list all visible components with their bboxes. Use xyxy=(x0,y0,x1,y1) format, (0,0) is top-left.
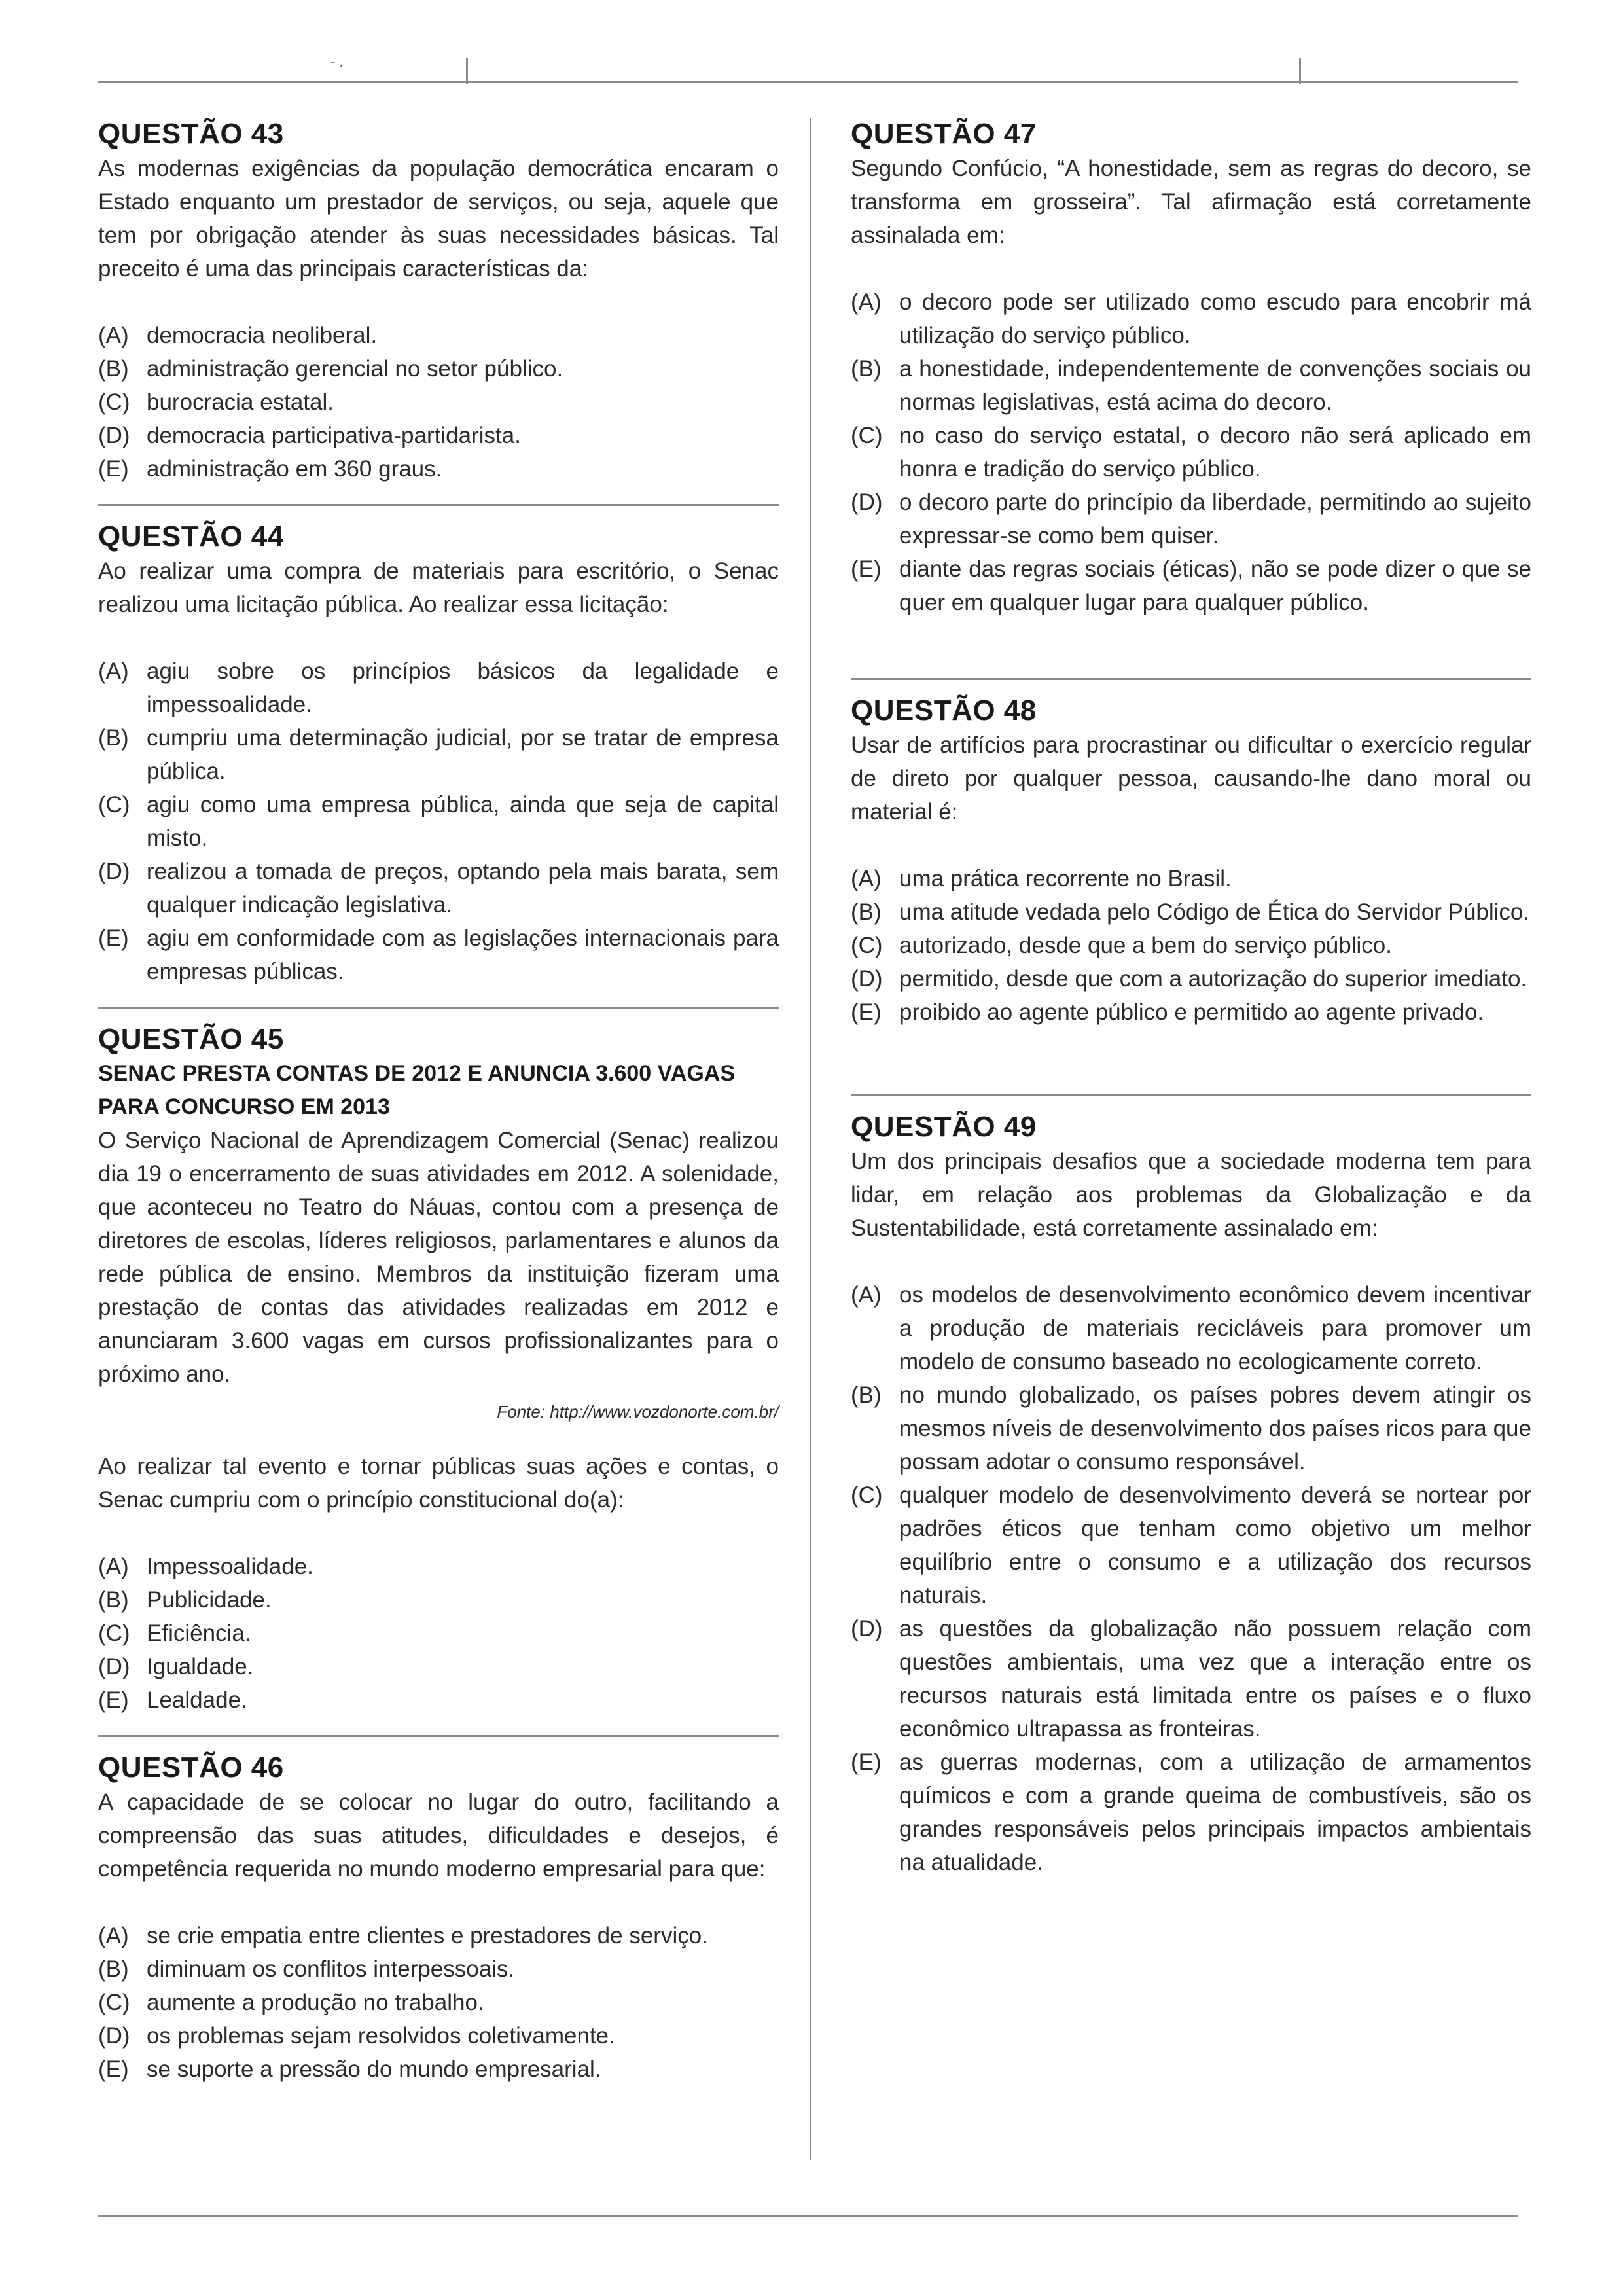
option-letter: (C) xyxy=(98,389,130,415)
option-e[interactable] xyxy=(98,452,779,486)
question-separator xyxy=(98,504,779,506)
option-letter: (C) xyxy=(98,1990,130,2015)
question-text: A capacidade de se colocar no lugar do outro, facilitando a compreensão das suas atitudes, dificuldades e desejos, é competência requerida no mundo moderno empresarial para que: xyxy=(98,1789,779,1882)
option-b[interactable] xyxy=(98,721,779,788)
option-letter: (E) xyxy=(98,1687,129,1713)
question-title: QUESTÃO 49 xyxy=(851,1111,1037,1143)
question-separator xyxy=(851,678,1531,680)
options-list xyxy=(851,1278,1531,1879)
option-letter: (C) xyxy=(851,933,883,958)
option-letter: (B) xyxy=(98,1587,129,1613)
question-separator xyxy=(851,1094,1531,1096)
header-rule xyxy=(98,81,1518,83)
question-text: Segundo Confúcio, “A honestidade, sem as regras do decoro, se transforma em grosseira”. Tal afirmação está corretamente assinalada em: xyxy=(851,156,1531,248)
options-list xyxy=(851,285,1531,619)
option-text: administração gerencial no setor público. xyxy=(147,356,563,382)
option-letter: (D) xyxy=(851,490,883,515)
question-text: Ao realizar tal evento e tornar públicas suas ações e contas, o Senac cumpriu com o princípio constitucional do(a): xyxy=(98,1454,779,1513)
header-tick-left xyxy=(466,58,468,84)
question-title: QUESTÃO 46 xyxy=(98,1751,284,1784)
option-text: diminuam os conflitos interpessoais. xyxy=(147,1956,515,1982)
option-c[interactable] xyxy=(98,1617,779,1650)
option-c[interactable] xyxy=(98,386,779,419)
article-source: Fonte: http://www.vozdonorte.com.br/ xyxy=(497,1402,779,1422)
option-text: diante das regras sociais (éticas), não se pode dizer o que se quer em qualquer lugar para qualquer público. xyxy=(899,556,1531,615)
option-text: o decoro pode ser utilizado como escudo para encobrir má utilização do serviço público. xyxy=(899,289,1531,348)
option-c[interactable] xyxy=(851,419,1531,486)
option-text: proibido ao agente público e permitido ao agente privado. xyxy=(899,999,1484,1025)
option-text: Eficiência. xyxy=(147,1621,251,1646)
option-a[interactable] xyxy=(98,1550,779,1583)
option-letter: (B) xyxy=(98,1956,129,1982)
option-text: Lealdade. xyxy=(147,1687,247,1713)
option-c[interactable] xyxy=(98,1986,779,2019)
option-letter: (A) xyxy=(851,866,882,891)
option-letter: (D) xyxy=(851,966,883,992)
options-list xyxy=(98,319,779,486)
option-b[interactable] xyxy=(851,895,1531,929)
option-text: cumpriu uma determinação judicial, por se tratar de empresa pública. xyxy=(147,725,779,784)
options-list xyxy=(851,862,1531,1029)
option-letter: (E) xyxy=(851,999,882,1025)
option-letter: (B) xyxy=(98,725,129,751)
question-title: QUESTÃO 44 xyxy=(98,520,284,552)
option-e[interactable] xyxy=(98,922,779,988)
option-text: democracia neoliberal. xyxy=(147,323,378,348)
option-letter: (B) xyxy=(851,1382,882,1408)
option-text: agiu como uma empresa pública, ainda que seja de capital misto. xyxy=(147,792,779,851)
option-a[interactable] xyxy=(851,1278,1531,1378)
option-letter: (E) xyxy=(98,456,129,482)
option-b[interactable] xyxy=(98,352,779,386)
question-title: QUESTÃO 48 xyxy=(851,694,1037,726)
article-text: O Serviço Nacional de Aprendizagem Comercial (Senac) realizou dia 19 o encerramento de suas atividades em 2012. A solenidade, que aconteceu no Teatro do Náuas, contou com a presença de diretores de escolas, líderes religiosos, parlamentares e alunos da rede pública de ensino. Membros da instituição fizeram uma prestação de contas das atividades realizadas em 2012 e anunciaram 3.600 vagas em cursos profissionalizantes para o próximo ano. xyxy=(98,1128,779,1387)
option-text: no caso do serviço estatal, o decoro não será aplicado em honra e tradição do serviço público. xyxy=(899,423,1531,482)
question-49 xyxy=(851,1109,1531,1879)
option-letter: (C) xyxy=(98,792,130,817)
option-letter: (C) xyxy=(98,1621,130,1646)
option-letter: (B) xyxy=(851,356,882,382)
option-a[interactable] xyxy=(851,862,1531,895)
option-d[interactable] xyxy=(98,2019,779,2053)
header-mark: - . xyxy=(330,54,344,70)
option-b[interactable] xyxy=(98,1952,779,1986)
options-list xyxy=(98,1919,779,2086)
option-text: agiu sobre os princípios básicos da legalidade e impessoalidade. xyxy=(147,658,779,717)
option-e[interactable] xyxy=(851,1746,1531,1879)
option-text: Impessoalidade. xyxy=(147,1554,313,1579)
option-d[interactable] xyxy=(98,1650,779,1683)
option-letter: (E) xyxy=(98,925,129,951)
option-text: a honestidade, independentemente de convenções sociais ou normas legislativas, está acima do decoro. xyxy=(899,356,1531,415)
question-46 xyxy=(98,1750,779,2086)
question-text: As modernas exigências da população democrática encaram o Estado enquanto um prestador de serviços, ou seja, aquele que tem por obrigação atender às suas necessidades básicas. Tal preceito é uma das principais características da: xyxy=(98,156,779,281)
option-d[interactable] xyxy=(851,962,1531,996)
question-48 xyxy=(851,693,1531,1029)
option-text: burocracia estatal. xyxy=(147,389,334,415)
option-letter: (E) xyxy=(851,556,882,582)
option-e[interactable] xyxy=(98,2053,779,2086)
question-47 xyxy=(851,117,1531,619)
option-letter: (E) xyxy=(851,1749,882,1775)
option-c[interactable] xyxy=(851,1479,1531,1612)
option-letter: (E) xyxy=(98,2056,129,2082)
option-e[interactable] xyxy=(851,552,1531,619)
option-a[interactable] xyxy=(851,285,1531,352)
option-letter: (A) xyxy=(98,1923,129,1948)
option-text: as questões da globalização não possuem relação com questões ambientais, uma vez que a interação entre os recursos naturais está limitada entre os países e o fluxo econômico ultrapassa as fronteiras. xyxy=(899,1616,1531,1742)
question-separator xyxy=(98,1735,779,1737)
option-b[interactable] xyxy=(98,1583,779,1617)
option-letter: (A) xyxy=(851,1282,882,1308)
option-b[interactable] xyxy=(851,1378,1531,1479)
option-letter: (C) xyxy=(851,423,883,448)
options-list xyxy=(98,1550,779,1717)
option-d[interactable] xyxy=(851,486,1531,552)
question-45 xyxy=(98,1022,779,1717)
question-43 xyxy=(98,117,779,486)
option-text: no mundo globalizado, os países pobres devem atingir os mesmos níveis de desenvolvimento dos países ricos para que possam adotar o consumo responsável. xyxy=(899,1382,1531,1475)
option-letter: (A) xyxy=(98,1554,129,1579)
option-letter: (D) xyxy=(851,1616,883,1641)
option-c[interactable] xyxy=(851,929,1531,962)
option-text: os problemas sejam resolvidos coletivamente. xyxy=(147,2023,615,2049)
option-text: permitido, desde que com a autorização do superior imediato. xyxy=(899,966,1527,992)
question-44 xyxy=(98,519,779,988)
option-text: se suporte a pressão do mundo empresarial. xyxy=(147,2056,601,2082)
option-letter: (D) xyxy=(98,859,130,884)
option-text: administração em 360 graus. xyxy=(147,456,442,482)
option-letter: (A) xyxy=(98,658,129,684)
option-text: agiu em conformidade com as legislações internacionais para empresas públicas. xyxy=(147,925,779,984)
option-text: aumente a produção no trabalho. xyxy=(147,1990,484,2015)
question-title: QUESTÃO 45 xyxy=(98,1023,284,1055)
option-letter: (B) xyxy=(851,899,882,925)
option-text: realizou a tomada de preços, optando pela mais barata, sem qualquer indicação legislativa. xyxy=(147,859,779,918)
left-column xyxy=(98,117,779,2086)
option-c[interactable] xyxy=(98,788,779,855)
header-tick-right xyxy=(1299,58,1301,84)
question-text: Usar de artifícios para procrastinar ou dificultar o exercício regular de direto por qualquer pessoa, causando-lhe dano moral ou material é: xyxy=(851,732,1531,825)
right-column xyxy=(851,117,1531,1879)
option-letter: (A) xyxy=(98,323,129,348)
options-list xyxy=(98,655,779,988)
option-text: se crie empatia entre clientes e prestadores de serviço. xyxy=(147,1923,708,1948)
option-d[interactable] xyxy=(98,855,779,922)
option-letter: (D) xyxy=(98,1654,130,1679)
column-divider xyxy=(810,118,812,2160)
option-text: uma prática recorrente no Brasil. xyxy=(899,866,1232,891)
question-text: Um dos principais desafios que a sociedade moderna tem para lidar, em relação aos problemas da Globalização e da Sustentabilidade, está corretamente assinalado em: xyxy=(851,1149,1531,1241)
option-text: os modelos de desenvolvimento econômico devem incentivar a produção de materiais recicláveis para promover um modelo de consumo baseado no ecologicamente correto. xyxy=(899,1282,1531,1374)
question-title: QUESTÃO 43 xyxy=(98,118,284,150)
option-e[interactable] xyxy=(851,996,1531,1029)
option-a[interactable] xyxy=(98,1919,779,1952)
option-text: Igualdade. xyxy=(147,1654,254,1679)
option-text: uma atitude vedada pelo Código de Ética do Servidor Público. xyxy=(899,899,1530,925)
option-a[interactable] xyxy=(98,319,779,352)
option-text: o decoro parte do princípio da liberdade, permitindo ao sujeito expressar-se como bem quiser. xyxy=(899,490,1531,548)
option-letter: (D) xyxy=(98,423,130,448)
option-d[interactable] xyxy=(98,419,779,452)
option-text: as guerras modernas, com a utilização de armamentos químicos e com a grande queima de combustíveis, são os grandes responsáveis pelos principais impactos ambientais na atualidade. xyxy=(899,1749,1531,1875)
option-text: Publicidade. xyxy=(147,1587,272,1613)
question-text: Ao realizar uma compra de materiais para escritório, o Senac realizou uma licitação pública. Ao realizar essa licitação: xyxy=(98,558,779,617)
footer-rule xyxy=(98,2215,1518,2217)
option-d[interactable] xyxy=(851,1612,1531,1746)
option-letter: (C) xyxy=(851,1482,883,1508)
option-text: qualquer modelo de desenvolvimento deverá se nortear por padrões éticos que tenham como objetivo um melhor equilíbrio entre o consumo e a utilização dos recursos naturais. xyxy=(899,1482,1531,1608)
option-letter: (A) xyxy=(851,289,882,315)
option-letter: (D) xyxy=(98,2023,130,2049)
question-title: QUESTÃO 47 xyxy=(851,118,1037,150)
option-letter: (B) xyxy=(98,356,129,382)
option-a[interactable] xyxy=(98,655,779,721)
option-b[interactable] xyxy=(851,352,1531,419)
option-text: democracia participativa-partidarista. xyxy=(147,423,521,448)
question-separator xyxy=(98,1007,779,1009)
article-headline: SENAC PRESTA CONTAS DE 2012 E ANUNCIA 3.600 VAGAS PARA CONCURSO EM 2013 xyxy=(98,1061,736,1119)
option-text: autorizado, desde que a bem do serviço público. xyxy=(899,933,1392,958)
option-e[interactable] xyxy=(98,1683,779,1717)
